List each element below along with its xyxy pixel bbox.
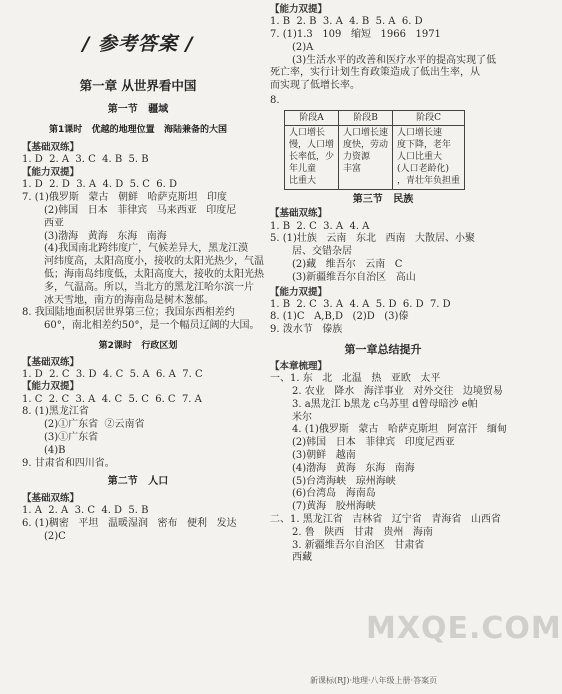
ability-practice-label: 【能力双提】 — [270, 4, 328, 15]
right-column — [270, 0, 508, 694]
page-title: / 参考答案 / — [82, 33, 194, 55]
answer-line: 3. 新疆维吾尔自治区 甘肃省 — [292, 539, 425, 551]
answer-line: 低；海南岛纬度低，太阳高度大，接收的太阳光热 — [44, 269, 264, 280]
chapter-review-label: 【本章梳理】 — [270, 361, 328, 373]
summary-heading: 第一章总结提升 — [344, 343, 422, 357]
answer-line: (2)C — [44, 530, 66, 542]
section-heading: 第三节 民族 — [352, 193, 414, 205]
answer-line: (2)韩国 日本 菲律宾 马来西亚 印度尼 — [44, 205, 237, 217]
table-header-cell: 阶段A — [285, 110, 339, 125]
answer-line: 3. a黑龙江 b黑龙 c乌苏里 d曾母暗沙 e帕 — [292, 398, 478, 410]
answer-line: 河纬度高，太阳高度小，接收的太阳光热少，气温 — [44, 256, 264, 268]
answer-line: 5. (1)壮族 云南 东北 西南 大散居、小聚 — [270, 233, 476, 245]
answer-line: 1. B 2. C 3. A 4. A — [270, 220, 370, 232]
answer-line: 1. D 2. C 3. D 4. C 5. A 6. A 7. C — [22, 368, 203, 380]
answer-line: 2. 农业 降水 海洋事业 对外交往 边境贸易 — [292, 386, 503, 398]
answer-line: 冰天雪地，南方的海南岛是树木葱郁。 — [44, 294, 214, 306]
answer-line: 7. (1)俄罗斯 蒙古 朝鲜 哈萨克斯坦 印度 — [22, 192, 228, 204]
answer-line: (5)台湾海峡 琼州海峡 — [292, 475, 396, 487]
table-cell: 人口增长速 度下降，老年 人口比重大 (人口老龄化) ，青壮年负担重 — [393, 125, 465, 189]
ability-practice-label: 【能力双提】 — [22, 381, 80, 393]
answer-line: 1. B 2. B 3. A 4. B 5. A 6. D — [270, 16, 423, 28]
answer-line: 8. 我国陆地面积居世界第三位；我国东西相差约 — [22, 307, 235, 319]
table-row — [285, 125, 465, 189]
answer-line: (2)韩国 日本 菲律宾 印度尼西亚 — [292, 437, 455, 449]
lesson-heading: 第1课时 优越的地理位置 海陆兼备的大国 — [48, 124, 228, 135]
answer-line: 一、1. 东 北 北温 热 亚欧 太平 — [270, 373, 441, 385]
answer-line: 多，气温高。所以，当北方的黑龙江哈尔滨一片 — [44, 281, 254, 293]
table-cell: 人口增长速 度快，劳动 力资源 丰富 — [339, 125, 393, 189]
table-header-cell: 阶段C — [393, 110, 465, 125]
answer-line: 米尔 — [292, 411, 312, 423]
ability-practice-label: 【能力双提】 — [270, 286, 328, 298]
answer-line: 60°，南北相差约50°，是一个幅员辽阔的大国。 — [44, 320, 260, 332]
answer-line: 二、1. 黑龙江省 吉林省 辽宁省 青海省 山西省 — [270, 514, 501, 526]
answer-line: (3)生活水平的改善和医疗水平的提高实现了低 — [292, 54, 497, 66]
answer-line: (3)①广东省 — [44, 432, 99, 443]
table-header-cell: 阶段B — [339, 110, 393, 125]
answer-line: 1. B 2. C 3. A 4. A 5. D 6. D 7. D — [270, 298, 451, 310]
ability-practice-label: 【能力双提】 — [22, 167, 80, 179]
answer-line: 1. D 2. D 3. A 4. D 5. C 6. D — [22, 179, 178, 191]
answer-line: (2)①广东省 ②云南省 — [44, 419, 145, 431]
page-footer: 新课标(RJ)·地理·八年级上册·答案页 — [310, 676, 438, 685]
table-cell: 人口增长 慢，人口增 长率低，少 年儿童 比重大 — [285, 125, 339, 189]
lesson-heading: 第2课时 行政区划 — [98, 340, 178, 351]
answer-line: (3)新疆维吾尔自治区 高山 — [292, 271, 416, 283]
answer-line: (2)藏 维吾尔 云南 C — [292, 258, 403, 270]
answer-line: (7)黄海 胶州海峡 — [292, 501, 376, 513]
answer-line: 6. (1)稠密 平坦 温暖湿润 密布 便利 发达 — [22, 518, 237, 530]
answer-line: 2. 鲁 陕西 甘肃 贵州 海南 — [292, 526, 433, 538]
answer-line: (4)渤海 黄海 东海 南海 — [292, 462, 415, 474]
basic-practice-label: 【基础双练】 — [270, 208, 328, 220]
table-header-row — [285, 110, 465, 125]
section-heading: 第一节 疆域 — [107, 104, 169, 115]
answer-line: 1. D 2. A 3. C 4. B 5. B — [22, 154, 149, 166]
watermark: MXQE.COM — [366, 611, 562, 646]
answer-line: 4. (1)俄罗斯 蒙古 哈萨克斯坦 阿富汗 缅甸 — [292, 424, 508, 436]
basic-practice-label: 【基础双练】 — [22, 356, 80, 368]
answer-line: (6)台湾岛 海南岛 — [292, 488, 376, 500]
population-stage-table — [284, 110, 465, 190]
section-heading: 第二节 人口 — [107, 476, 169, 488]
answer-line: 居、交错杂居 — [292, 246, 352, 258]
basic-practice-label: 【基础双练】 — [22, 142, 80, 154]
answer-line: 死亡率，实行计划生育政策造成了低出生率，从 — [270, 67, 480, 79]
left-column — [22, 0, 264, 694]
left-body — [22, 104, 264, 544]
answer-line: 8. (1)C A,B,D (2)D (3)傣 — [270, 311, 409, 323]
right-body — [270, 4, 508, 565]
answer-line: 西亚 — [44, 217, 64, 229]
answer-line: (4)B — [44, 444, 66, 456]
answer-line: 西藏 — [292, 552, 312, 564]
answer-line: 8. (1)黑龙江省 — [22, 406, 89, 418]
chapter-heading: 第一章 从世界看中国 — [79, 78, 197, 93]
answer-line: (3)朝鲜 越南 — [292, 450, 356, 462]
answer-line: 9. 泼水节 傣族 — [270, 324, 343, 336]
basic-practice-label: 【基础双练】 — [22, 493, 80, 505]
answer-line: (3)渤海 黄海 东海 南海 — [44, 230, 167, 242]
answer-line: 1. A 2. A 3. C 4. D 5. B — [22, 505, 149, 517]
answer-line: 8. — [270, 94, 280, 106]
answer-line: 9. 甘肃省和四川省。 — [22, 457, 115, 469]
answer-line: (2)A — [292, 41, 314, 53]
answer-line: 而实现了低增长率。 — [270, 80, 360, 92]
answer-line: (4)我国南北跨纬度广，气候差异大，黑龙江漠 — [44, 243, 249, 255]
answer-line: 1. C 2. C 3. A 4. C 5. C 6. C 7. A — [22, 393, 202, 405]
answer-line: 7. (1)1.3 109 缩短 1966 1971 — [270, 28, 441, 40]
